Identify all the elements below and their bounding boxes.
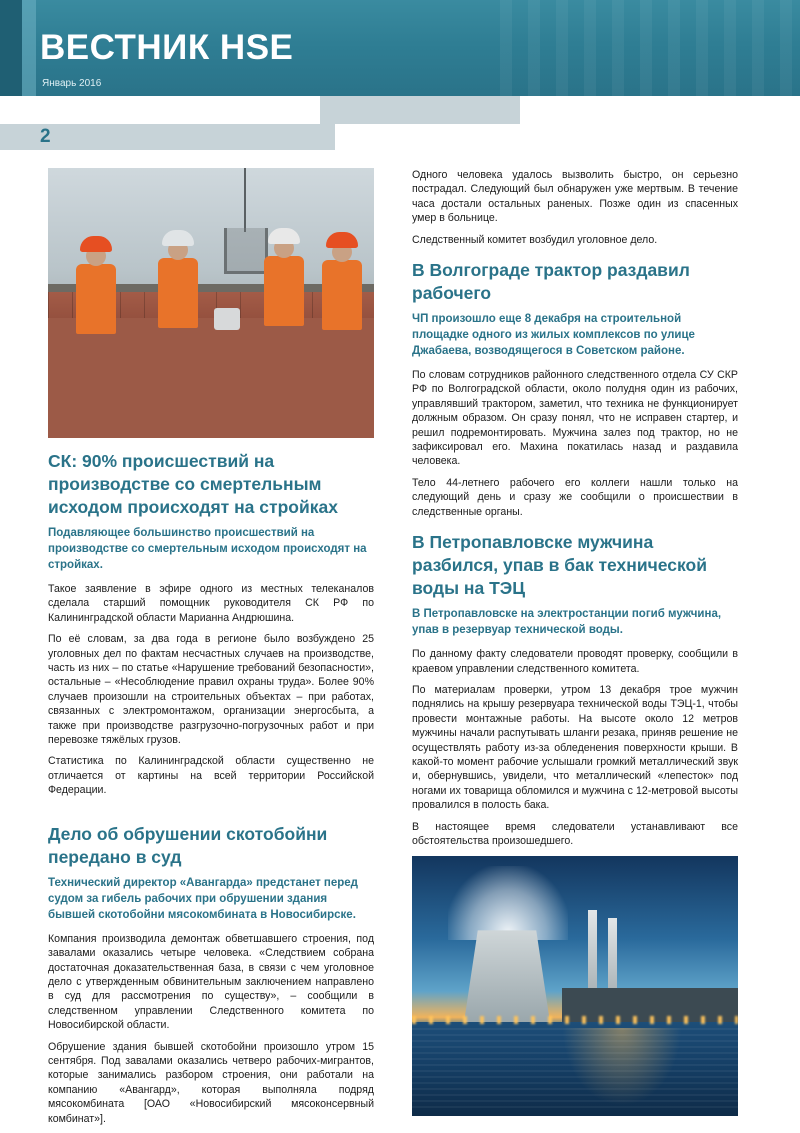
worker-figure — [316, 220, 368, 330]
page-number-band — [0, 96, 800, 150]
power-plant-photo — [412, 856, 738, 1116]
mortar-bucket-icon — [214, 308, 240, 330]
publication-date: Январь 2016 — [42, 78, 102, 89]
construction-workers-photo — [48, 168, 374, 438]
article-paragraph: Статистика по Калининградской области существенно не отличается от картины на всей территории Российской Федерации. — [48, 755, 374, 797]
steam-plume — [448, 866, 568, 940]
article-headline: В Петропавловске мужчина разбился, упав в бак технической воды на ТЭЦ — [412, 532, 707, 599]
article-paragraph: Следственный комитет возбудил уголовное дело. — [412, 233, 658, 246]
brick-wall — [48, 318, 374, 438]
article-headline: СК: 90% происшествий на производстве со смертельным исходом происходят на стройках — [48, 451, 338, 517]
article-paragraph: Обрушение здания бывшей скотобойни произошло утром 15 сентября. Под завалами оказались четверо рабочих-мигрантов, которые занимались разбором строения, они работали на компанию «Авангард», которая выполняла подряд мясокомбината [ОАО «Новосибирский мясоконсервный комбинат»]. — [48, 1040, 374, 1125]
article-paragraph: По её словам, за два года в регионе было возбуждено 25 уголовных дел по фактам несчастных случаев на производстве, часть из них – по статье «Нарушение требований безопасности», остальные – «Несоблюдение правил охраны труда». Более 90% случаев произошли на строительных объектах – при работах, связанных с электромонтажом, организации энергосбыта, а также при производстве разгрузочно-погрузочных работ и при перевозке тяжёлых грузов. — [48, 633, 374, 747]
publication-title: ВЕСТНИК HSE — [40, 28, 294, 67]
article-lede: ЧП произошло еще 8 декабря на строительной площадке одного из жилых комплексов по улице Джабаева, возводящегося в Советском районе. — [412, 313, 695, 358]
article-paragraph: Компания производила демонтаж обветшавшего строения, под завалами оказались четыре человека. «Следствием собрана достаточная доказательственная база, в связи с чем уголовное дело с утвержденным обвинительным заключением направлено в суд для рассмотрения по существу», – сообщили в следственном управлении Следственного комитета по Новосибирской области. — [48, 932, 374, 1032]
article-lede: Подавляющее большинство происшествий на производстве со смертельным исходом происходят на стройках. — [48, 527, 367, 571]
water-ripples — [412, 1028, 738, 1108]
header-left-light-band — [22, 0, 36, 96]
article-paragraph: Тело 44-летнего рабочего его коллеги нашли только на следующий день и сразу же сообщили о происшествии в следственные органы. — [412, 476, 738, 518]
worker-figure — [152, 218, 204, 328]
page-number: 2 — [40, 126, 51, 147]
article-paragraph: Такое заявление в эфире одного из местных телеканалов сделала старший помощник руководителя СК РФ по Калининградской области Марианна Андрюшина. — [48, 583, 374, 624]
article-headline: В Волгограде трактор раздавил рабочего — [412, 260, 690, 304]
worker-figure — [70, 224, 122, 334]
decorative-gray-block-top — [320, 96, 520, 124]
right-column — [412, 168, 738, 1116]
header-left-dark-band — [0, 0, 22, 96]
article-paragraph: По данному факту следователи проводят проверку, сообщили в краевом управлении следственного комитета. — [412, 648, 738, 675]
article-paragraph: В настоящее время следователи устанавливают все обстоятельства произошедшего. — [412, 820, 738, 847]
worker-figure — [258, 216, 310, 326]
article-headline: Дело об обрушении скотобойни передано в суд — [48, 823, 328, 867]
article-paragraph: По словам сотрудников районного следственного отдела СУ СКР РФ по Волгоградской области, около полудня один из рабочих, управлявший трактором, заметил, что техника не функционирует должным образом. Он сразу понял, что не исправен стартер, и решил подремонтировать. Мужчина залез под трактор, но не зафиксировал его. Махина покатилась назад и раздавила человека. — [412, 369, 738, 468]
article-paragraph: Одного человека удалось вызволить быстро, он серьезно пострадал. Следующий был обнаружен уже мертвым. В течение часа достали остальных раненых. Позже один из спасенных умер в больнице. — [412, 169, 738, 225]
header-stripe-pattern — [500, 0, 800, 96]
page-header — [0, 0, 800, 96]
plant-lights — [412, 1016, 738, 1024]
article-paragraph: По материалам проверки, утром 13 декабря трое мужчин поднялись на крышу резервуара технической воды ТЭЦ-1, чтобы провести монтажные работы. На высоте около 12 метров мужчины начали распутывать шланги резака, приняв решение не осуществлять работу из-за обледенения поверхности крыши. В какой-то момент рабочие услышали громкий металлический звук и, обернувшись, увидели, что металлический «лепесток» под ногами их товарища обломился и мужчина с 12-метровой высоты провалился в полость бака. — [412, 683, 738, 812]
left-column — [48, 168, 374, 1133]
cooling-tower — [464, 930, 550, 1022]
article-lede: В Петропавловске на электростанции погиб мужчина, упав в резервуар технической воды. — [412, 608, 722, 637]
crane-cable-icon — [244, 168, 246, 232]
article-lede: Технический директор «Авангарда» предстанет перед судом за гибель рабочих при обрушении здания бывшей скотобойни мясокомбината в Новосибирске. — [48, 876, 358, 921]
